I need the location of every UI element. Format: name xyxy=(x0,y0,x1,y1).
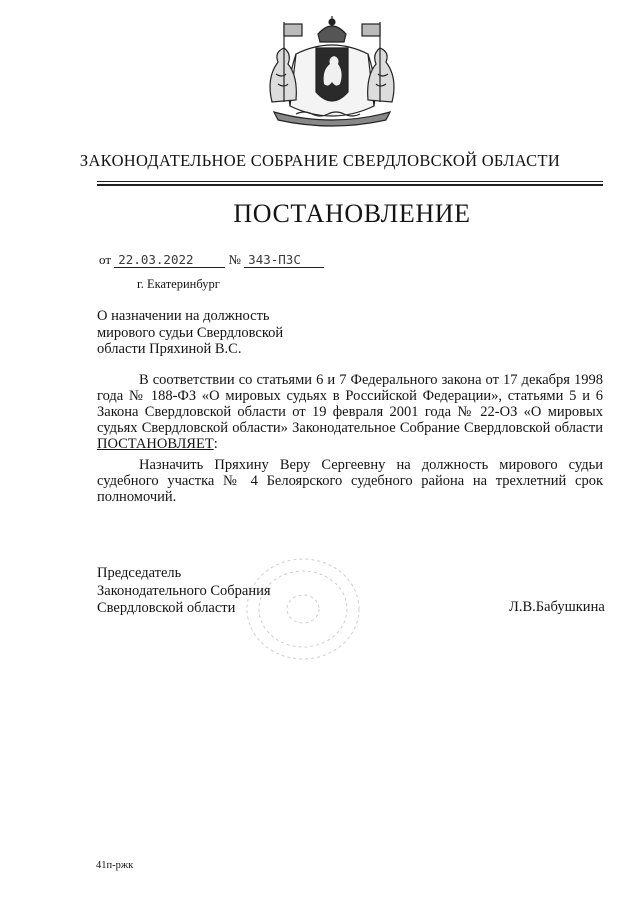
subject-line: мирового судьи Свердловской xyxy=(97,324,284,341)
place-of-issue: г. Екатеринбург xyxy=(137,277,220,291)
position-line: Законодательного Собрания xyxy=(97,582,271,599)
coat-of-arms-icon xyxy=(256,14,408,130)
resolution-paragraph: Назначить Пряхину Веру Сергеевну на должность мирового судьи судебного участка № 4 Белоярского судебного района на трехлетний срок полномочий. xyxy=(97,457,603,505)
preamble-paragraph xyxy=(97,372,603,452)
position-line: Председатель xyxy=(97,565,182,581)
footer-code: 41п-ржк xyxy=(96,860,134,871)
position-line: Свердловской области xyxy=(97,600,236,616)
date-number-row xyxy=(99,252,324,268)
document-date: 22.03.2022 xyxy=(114,252,225,268)
number-prefix: № xyxy=(228,252,241,267)
header-divider-thin xyxy=(97,181,603,182)
organization-name: ЗАКОНОДАТЕЛЬНОЕ СОБРАНИЕ СВЕРДЛОВСКОЙ ОБЛАСТИ xyxy=(79,151,561,170)
resolution-word: ПОСТАНОВЛЯЕТ xyxy=(97,436,214,452)
date-prefix: от xyxy=(99,252,112,267)
signatory-position xyxy=(97,565,271,618)
subject-line: области Пряхиной В.С. xyxy=(97,341,242,357)
subject-line: О назначении на должность xyxy=(97,308,270,324)
document-number: 343-ПЗС xyxy=(244,252,324,268)
header-divider-thick xyxy=(97,184,603,186)
document-body xyxy=(97,372,603,505)
preamble-text: В соответствии со статьями 6 и 7 Федерального закона от 17 декабря 1998 года № 188-ФЗ «О мировых судьях в Российской Федерации», статьями 5 и 6 Закона Свердловской области от 19 февраля 2001 года № 22-ОЗ «О мировых судьях Свердловской области» Законодательное Собрание Свердловской области xyxy=(97,372,603,436)
signatory-name: Л.В.Бабушкина xyxy=(509,599,605,615)
document-type-title: ПОСТАНОВЛЕНИЕ xyxy=(233,199,471,228)
document-subject xyxy=(97,308,357,358)
resolution-suffix: : xyxy=(213,436,218,452)
